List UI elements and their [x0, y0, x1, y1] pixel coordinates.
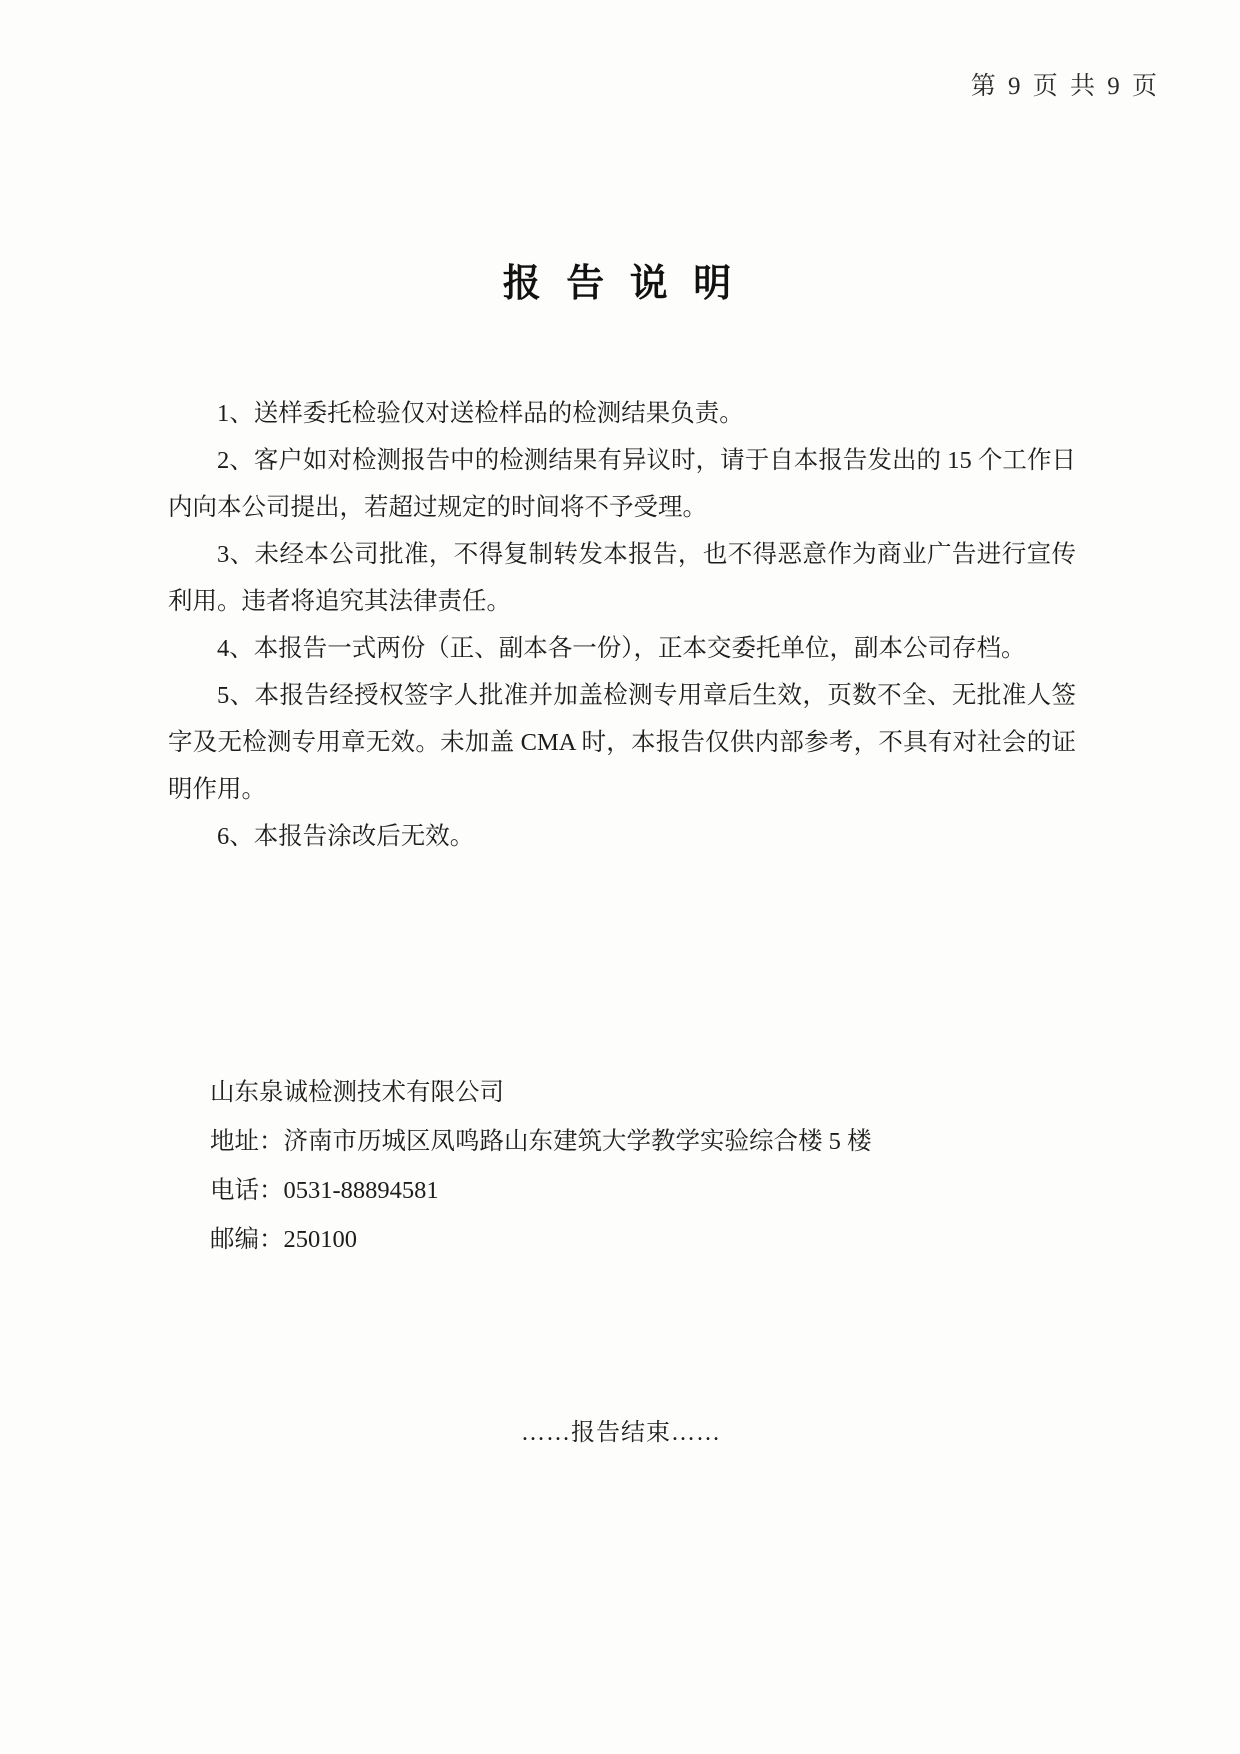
company-zip-value: 250100: [283, 1226, 357, 1253]
company-name: 山东泉诚检测技术有限公司: [210, 1079, 504, 1106]
page-title: 报 告 说 明: [502, 263, 740, 305]
company-phone: [210, 1166, 872, 1215]
report-notes: [168, 390, 1076, 860]
note-item-6: 6、本报告涂改后无效。: [217, 823, 475, 850]
note-item-1: 1、送样委托检验仅对送检样品的检测结果负责。: [217, 400, 744, 427]
report-end-marker: ……报告结束……: [521, 1420, 721, 1446]
note-item-4: 4、本报告一式两份（正、副本各一份），正本交委托单位，副本公司存档。: [217, 635, 1026, 662]
company-address-label: 地址：: [210, 1128, 284, 1155]
company-phone-value: 0531-88894581: [283, 1177, 439, 1204]
note-item-5: 5、本报告经授权签字人批准并加盖检测专用章后生效，页数不全、无批准人签字及无检测专用章无效。未加盖 CMA 时，本报告仅供内部参考，不具有对社会的证明作用。: [168, 682, 1076, 803]
company-address-value: 济南市历城区凤鸣路山东建筑大学教学实验综合楼 5 楼: [283, 1128, 872, 1155]
company-address: [210, 1117, 872, 1166]
company-info-block: [210, 1068, 872, 1264]
company-zip-label: 邮编：: [210, 1226, 284, 1253]
company-zip: [210, 1215, 872, 1264]
company-phone-label: 电话：: [210, 1177, 284, 1204]
note-item-3: 3、未经本公司批准，不得复制转发本报告，也不得恶意作为商业广告进行宣传利用。违者将追究其法律责任。: [168, 541, 1076, 615]
page-number: 第 9 页 共 9 页: [970, 73, 1160, 100]
note-item-2: 2、客户如对检测报告中的检测结果有异议时，请于自本报告发出的 15 个工作日内向本公司提出，若超过规定的时间将不予受理。: [168, 447, 1076, 521]
